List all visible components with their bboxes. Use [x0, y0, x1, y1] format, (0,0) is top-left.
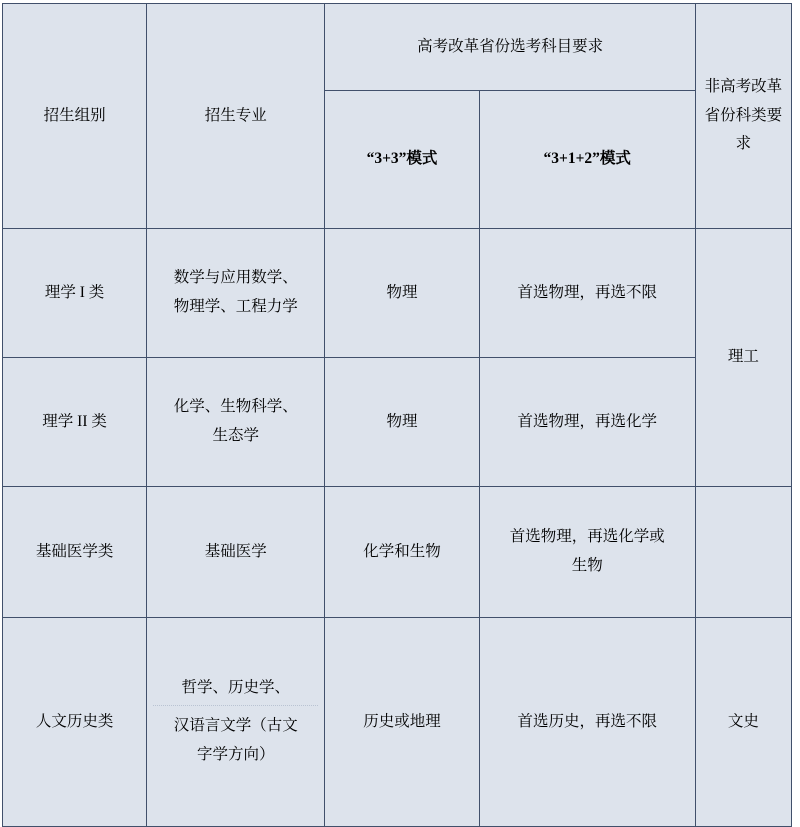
header-cell-non-reform: 非高考改革省份科类要求 [695, 4, 791, 229]
cell-major [147, 618, 325, 827]
cell-mode-312 [479, 487, 695, 618]
cell-mode-312-line: 首选物理，再选化学或 [509, 528, 665, 546]
table-row [3, 618, 792, 827]
cell-mode-312: 首选历史，再选不限 [479, 618, 695, 827]
cell-mode-33: 历史或地理 [325, 618, 479, 827]
cell-major [147, 229, 325, 358]
cell-major-line: 化学、生物科学、 [173, 398, 298, 416]
table-row [3, 229, 792, 358]
cell-major-line: 物理学、工程力学 [173, 298, 298, 315]
cell-mode-312: 首选物理，再选化学 [479, 358, 695, 487]
cell-group: 人文历史类 [3, 618, 147, 827]
header-cell-reform-span: 高考改革省份选考科目要求 [325, 4, 695, 91]
header-cell-major: 招生专业 [147, 4, 325, 229]
cell-major [147, 358, 325, 487]
cell-major [147, 487, 325, 618]
cell-non-reform: 理工 [695, 229, 791, 487]
header-cell-mode-33: “3+3”模式 [325, 90, 479, 228]
cell-mode-33: 化学和生物 [325, 487, 479, 618]
cell-non-reform [695, 487, 791, 618]
header-cell-group: 招生组别 [3, 4, 147, 229]
table-row [3, 358, 792, 487]
cell-major-line: 基础医学 [204, 542, 267, 560]
admission-requirements-table [2, 3, 792, 827]
cell-group: 理学 I 类 [3, 229, 147, 358]
cell-major-line: 哲学、历史学、 [181, 679, 291, 697]
cell-mode-312: 首选物理，再选不限 [479, 229, 695, 358]
cell-major-subgroup [153, 705, 318, 769]
document-page [0, 3, 800, 790]
header-cell-mode-312: “3+1+2”模式 [479, 90, 695, 228]
table-row [3, 487, 792, 618]
cell-group: 理学 II 类 [3, 358, 147, 487]
cell-mode-312-line: 生物 [571, 557, 603, 574]
cell-major-line: 汉语言文学（古文 [173, 717, 298, 735]
cell-non-reform: 文史 [695, 618, 791, 827]
cell-group: 基础医学类 [3, 487, 147, 618]
cell-major-line: 字学方向） [197, 745, 275, 763]
table-header-row-1 [3, 4, 792, 91]
cell-mode-33: 物理 [325, 358, 479, 487]
cell-major-line: 生态学 [212, 427, 260, 444]
cell-major-line: 数学与应用数学、 [173, 269, 298, 287]
cell-mode-33: 物理 [325, 229, 479, 358]
